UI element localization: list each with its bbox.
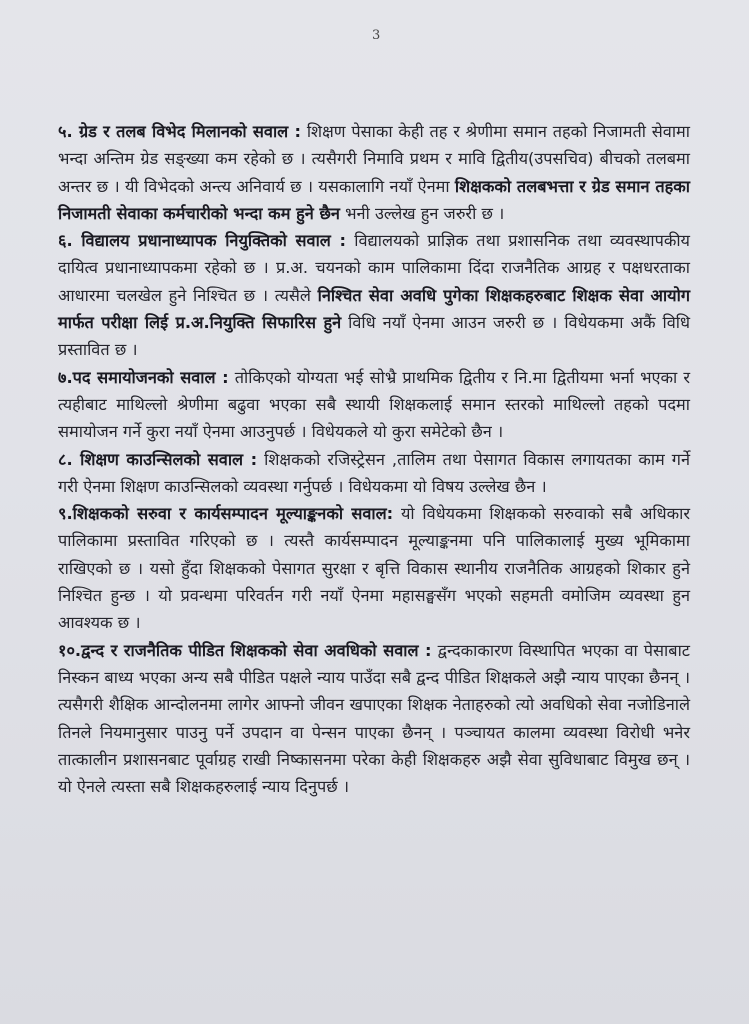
section-7-heading: ७.पद समायोजनको सवाल : (58, 367, 229, 387)
page-number: 3 (372, 28, 381, 43)
section-8-text: शिक्षकको रजिस्ट्रेसन ,तालिम तथा पेसागत विकास लगायतका काम गर्ने गरी ऐनमा शिक्षण काउन्सिलको व्यवस्था गर्नुपर्छ । विधेयकमा यो विषय उल्लेख छैन । (58, 449, 690, 496)
section-8-heading: ८. शिक्षण काउन्सिलको सवाल : (58, 449, 258, 469)
section-6-heading: ६. विद्यालय प्रधानाध्यापक नियुक्तिको सवाल : (58, 231, 347, 251)
section-5-heading: ५. ग्रेड र तलब विभेद मिलानको सवाल : (58, 122, 302, 141)
document-body (58, 118, 690, 800)
section-6-emphasis: निश्चित सेवा अवधि पुगेका शिक्षकहरुबाट शिक्षक सेवा आयोग मार्फत परीक्षा लिई प्र.अ.नियुक्ति सिफारिस हुने (58, 285, 690, 333)
section-9-transfer-evaluation (58, 500, 690, 636)
section-9-text: यो विधेयकमा शिक्षकको सरुवाको सबै अधिकार पालिकामा प्रस्तावित गरिएको छ । त्यस्तै कार्यसम्पादन मूल्याङ्कनमा पनि पालिकालाई मुख्य भूमिकामा राखिएको छ । यसो हुँदा शिक्षकको पेसागत सुरक्षा र बृत्ति विकास स्थानीय राजनैतिक आग्रहको शिकार हुने निश्चित हुन्छ । यो प्रवन्धमा परिवर्तन गरी नयाँ ऐनमा महासङ्घसँग भएको सहमती वमोजिम व्यवस्था हुन आवश्यक छ । (58, 504, 690, 633)
section-9-heading: ९.शिक्षकको सरुवा र कार्यसम्पादन मूल्याङ्कनको सवाल: (58, 504, 394, 524)
section-8-teaching-council (58, 446, 690, 501)
section-7-post-adjustment (58, 364, 690, 446)
section-6-text: विद्यालयको प्राज्ञिक तथा प्रशासनिक तथा व्यवस्थापकीय दायित्व प्रधानाध्यापकमा रहेको छ । प्र.अ. चयनको काम पालिकामा दिंदा राजनैतिक आग्रह र पक्षधरताका आधारमा चलखेल हुने निश्चित छ । त्यसैले (58, 231, 690, 305)
section-5-tail: भनी उल्लेख हुन जरुरी छ । (339, 203, 505, 223)
section-10-conflict-victims (58, 637, 690, 801)
section-10-text: द्वन्दकाकारण विस्थापित भएका वा पेसाबाट निस्कन बाध्य भएका अन्य सबै पीडित पक्षले न्याय पाउँदा सबै द्वन्द पीडित शिक्षकले अझै न्याय पाएका छैनन् । त्यसैगरी शैक्षिक आन्दोलनमा लागेर आफ्नो जीवन खपाएका शिक्षक नेताहरुको त्यो अवधिको सेवा नजोडिनाले तिनले नियमानुसार पाउनु पर्ने उपदान वा पेन्सन पाएका छैनन् । पञ्चायत कालमा व्यवस्था विरोधी भनेर तात्कालीन प्रशासनबाट पूर्वाग्रह राखी निष्कासनमा परेका केही शिक्षकहरु अझै सेवा सुविधाबाट विमुख छन् । यो ऐनले त्यस्ता सबै शिक्षकहरुलाई न्याय दिनुपर्छ । (58, 640, 690, 797)
section-6-tail: विधि नयाँ ऐनमा आउन जरुरी छ । विधेयकमा अकैं विधि प्रस्तावित छ । (58, 313, 690, 360)
section-5-text: शिक्षण पेसाका केही तह र श्रेणीमा समान तहको निजामती सेवामा भन्दा अन्तिम ग्रेड सङ्ख्या कम रहेको छ । त्यसैगरी निमावि प्रथम र मावि द्वितीय(उपसचिव) बीचको तलबमा अन्तर छ । यी विभेदको अन्त्य अनिवार्य छ । यसकालागि नयाँ ऐनमा (58, 122, 690, 196)
section-5-emphasis: शिक्षकको तलबभत्ता र ग्रेड समान तहका निजामती सेवाका कर्मचारीको भन्दा कम हुने छैन (58, 176, 690, 223)
section-10-heading: १०.द्वन्द र राजनैतिक पीडित शिक्षकको सेवा अवधिको सवाल : (58, 640, 432, 660)
section-7-text: तोकिएको योग्यता भई सोभ्रै प्राथमिक द्वितीय र नि.मा द्वितीयमा भर्ना भएका र त्यहीबाट माथिल्लो श्रेणीमा बढुवा भएका सबै स्थायी शिक्षकलाई समान स्तरको माथिल्लो तहको पदमा समायोजन गर्ने कुरा नयाँ ऐनमा आउनुपर्छ । विधेयकले यो कुरा समेटेको छैन । (58, 367, 690, 442)
section-6-headteacher (58, 227, 690, 363)
section-5-grade-salary (58, 118, 690, 227)
